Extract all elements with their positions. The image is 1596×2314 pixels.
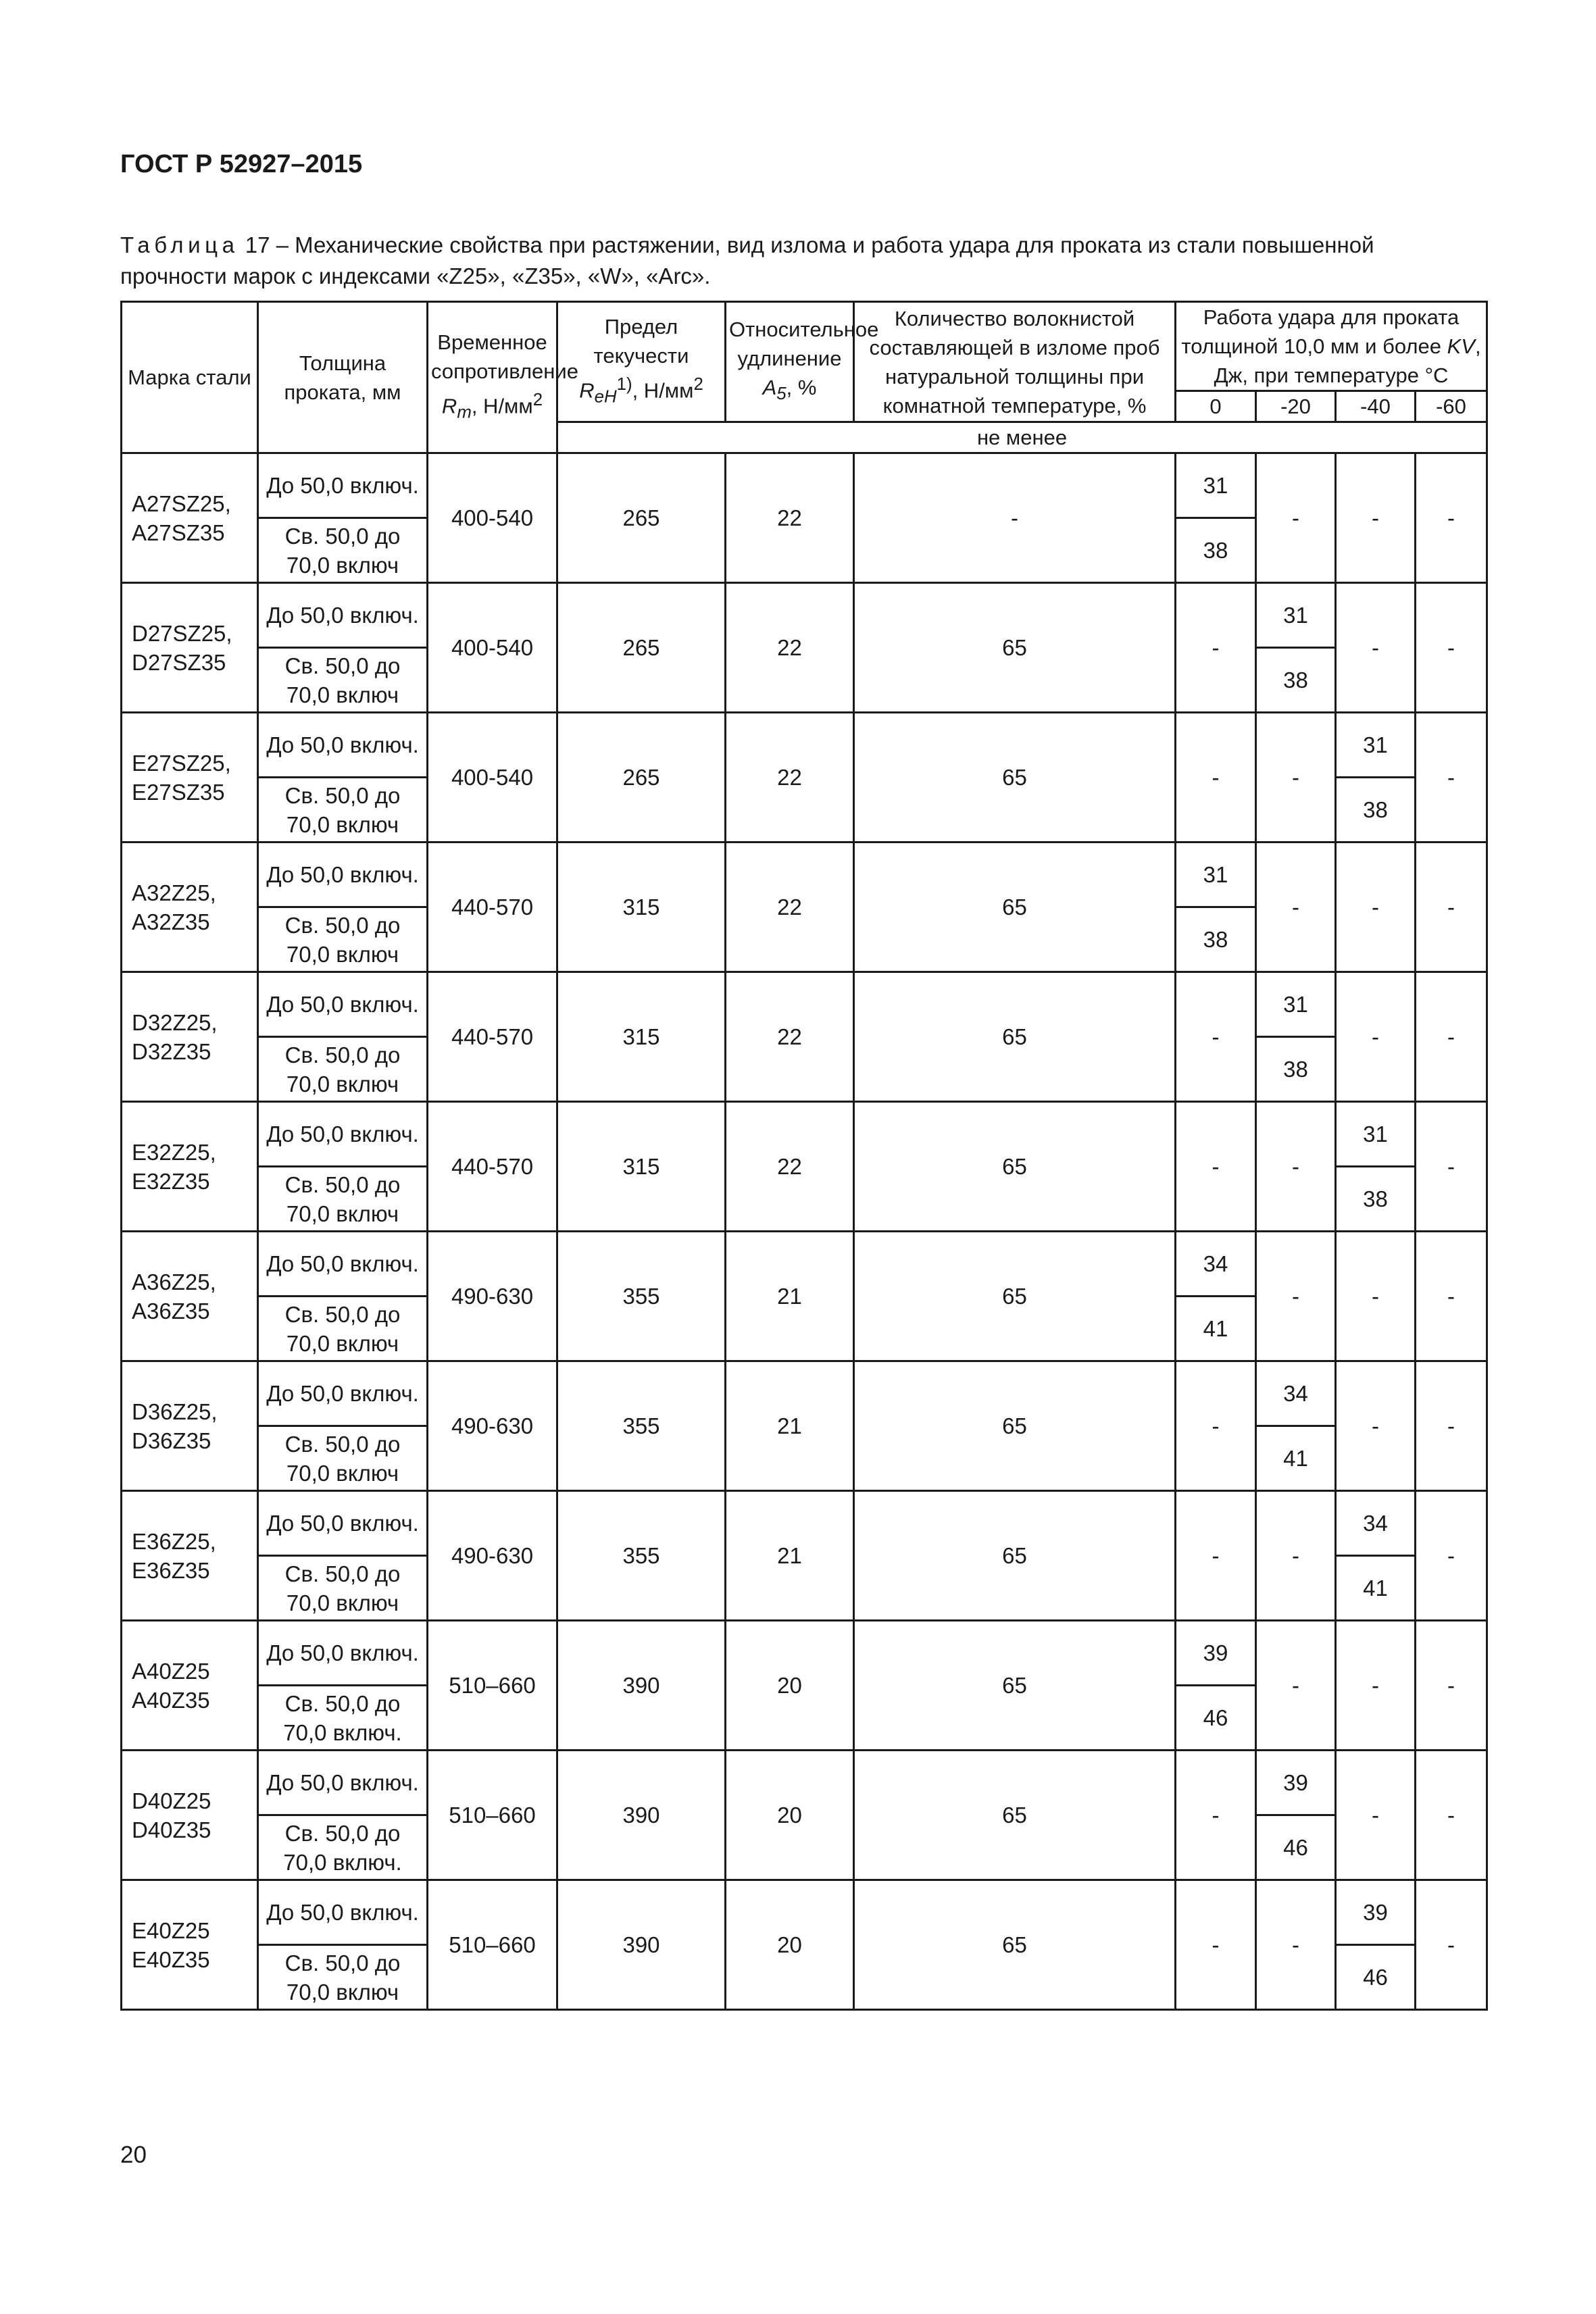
tensile-strength-cell: 400-540 <box>428 583 557 713</box>
yield-strength-cell: 390 <box>557 1880 726 2010</box>
impact-0-cell: 34 <box>1176 1232 1256 1297</box>
steel-grade-cell <box>122 1621 258 1751</box>
yield-strength-cell: 355 <box>557 1361 726 1491</box>
header-tensile-unit-power: 2 <box>532 390 543 409</box>
impact-minus40-cell: 34 <box>1336 1491 1416 1556</box>
fracture-cell: 65 <box>854 1621 1176 1751</box>
fracture-cell: 65 <box>854 1102 1176 1232</box>
thickness-cell: До 50,0 включ. <box>258 1751 428 1815</box>
header-tensile-text: Временное сопротивление <box>431 330 578 383</box>
header-temp-minus60: -60 <box>1416 391 1487 422</box>
impact-minus60-cell: - <box>1416 1102 1487 1232</box>
impact-0-cell: 31 <box>1176 842 1256 907</box>
steel-grade-line: E36Z25, <box>132 1528 216 1554</box>
impact-0-cell: - <box>1176 1361 1256 1491</box>
table-row <box>122 1491 1487 1556</box>
impact-minus40-cell: 31 <box>1336 1102 1416 1167</box>
impact-minus40-cell: 46 <box>1336 1945 1416 2010</box>
header-tensile-symbol: R <box>441 394 457 418</box>
tensile-strength-cell: 510–660 <box>428 1880 557 2010</box>
fracture-cell: 65 <box>854 1491 1176 1621</box>
thickness-cell: Св. 50,0 до 70,0 включ <box>258 1167 428 1232</box>
impact-minus20-cell: 38 <box>1256 648 1336 713</box>
yield-strength-cell: 390 <box>557 1751 726 1880</box>
table-caption-text: 17 – Механические свойства при растяжении, вид излома и работа удара для проката из стали повышенной прочности марок с индексами «Z25», «Z35», «W», «Arc». <box>120 232 1374 288</box>
impact-minus20-cell: - <box>1256 713 1336 842</box>
impact-minus40-cell: 39 <box>1336 1880 1416 1945</box>
impact-minus20-cell: - <box>1256 1102 1336 1232</box>
header-row <box>122 302 1487 391</box>
thickness-cell: Св. 50,0 до 70,0 включ <box>258 1556 428 1621</box>
thickness-cell: Св. 50,0 до 70,0 включ <box>258 778 428 842</box>
thickness-cell: До 50,0 включ. <box>258 453 428 518</box>
impact-0-cell: 46 <box>1176 1686 1256 1751</box>
steel-grade-line: E27SZ25, <box>132 750 231 776</box>
elongation-cell: 20 <box>726 1880 854 2010</box>
header-tensile-subscript: m <box>457 403 472 422</box>
elongation-cell: 20 <box>726 1751 854 1880</box>
header-grade: Марка стали <box>122 302 258 453</box>
thickness-cell: До 50,0 включ. <box>258 583 428 648</box>
header-temp-minus20: -20 <box>1256 391 1336 422</box>
impact-minus20-cell: 31 <box>1256 972 1336 1037</box>
header-elongation-subscript: 5 <box>776 384 787 404</box>
header-yield-footnote: 1) <box>616 374 632 394</box>
impact-minus40-cell: - <box>1336 972 1416 1102</box>
table-row <box>122 1621 1487 1686</box>
elongation-cell: 21 <box>726 1361 854 1491</box>
thickness-cell: До 50,0 включ. <box>258 1102 428 1167</box>
steel-grade-line: D40Z35 <box>132 1817 211 1842</box>
elongation-cell: 22 <box>726 713 854 842</box>
yield-strength-cell: 390 <box>557 1621 726 1751</box>
steel-grade-line: D36Z35 <box>132 1428 211 1453</box>
steel-grade-line: A40Z35 <box>132 1687 210 1713</box>
thickness-cell: Св. 50,0 до 70,0 включ <box>258 907 428 972</box>
fracture-cell: 65 <box>854 1232 1176 1361</box>
fracture-cell: 65 <box>854 1361 1176 1491</box>
header-tensile-strength <box>428 302 578 453</box>
header-temp-minus40: -40 <box>1336 391 1416 422</box>
fracture-cell: 65 <box>854 713 1176 842</box>
document-standard-number: ГОСТ Р 52927–2015 <box>120 150 363 178</box>
impact-minus20-cell: 31 <box>1256 583 1336 648</box>
header-temp-0: 0 <box>1176 391 1256 422</box>
thickness-cell: Св. 50,0 до 70,0 включ <box>258 648 428 713</box>
impact-minus40-cell: - <box>1336 1361 1416 1491</box>
elongation-cell: 22 <box>726 972 854 1102</box>
header-yield-text: Предел текучести <box>593 314 689 368</box>
steel-grade-cell <box>122 1361 258 1491</box>
table-row <box>122 1361 1487 1426</box>
steel-grade-line: D27SZ35 <box>132 649 226 675</box>
steel-grade-line: D27SZ25, <box>132 620 232 646</box>
impact-0-cell: - <box>1176 583 1256 713</box>
steel-grade-cell <box>122 972 258 1102</box>
elongation-cell: 21 <box>726 1491 854 1621</box>
fracture-cell: 65 <box>854 1880 1176 2010</box>
impact-minus20-cell: - <box>1256 1491 1336 1621</box>
impact-minus20-cell: 39 <box>1256 1751 1336 1815</box>
table-row <box>122 1102 1487 1167</box>
impact-minus60-cell: - <box>1416 583 1487 713</box>
impact-minus60-cell: - <box>1416 1621 1487 1751</box>
yield-strength-cell: 355 <box>557 1232 726 1361</box>
fracture-cell: 65 <box>854 583 1176 713</box>
thickness-cell: Св. 50,0 до 70,0 включ <box>258 1297 428 1361</box>
yield-strength-cell: 315 <box>557 842 726 972</box>
impact-minus20-cell: - <box>1256 1880 1336 2010</box>
table-row <box>122 1232 1487 1297</box>
impact-minus20-cell: - <box>1256 1232 1336 1361</box>
impact-minus60-cell: - <box>1416 1880 1487 2010</box>
thickness-cell: До 50,0 включ. <box>258 1361 428 1426</box>
header-fracture: Количество волокнистой составляющей в изломе проб натуральной толщины при комнатной температуре, % <box>854 302 1176 422</box>
steel-grade-line: A32Z35 <box>132 909 210 934</box>
thickness-cell: До 50,0 включ. <box>258 713 428 778</box>
impact-0-cell: - <box>1176 1102 1256 1232</box>
steel-grade-line: A32Z25, <box>132 880 216 905</box>
thickness-cell: Св. 50,0 до 70,0 включ <box>258 1037 428 1102</box>
thickness-cell: До 50,0 включ. <box>258 1491 428 1556</box>
header-tensile-unit: , Н/мм <box>471 394 533 418</box>
header-impact-energy <box>1176 302 1487 391</box>
impact-minus20-cell: - <box>1256 453 1336 583</box>
impact-minus60-cell: - <box>1416 1751 1487 1880</box>
thickness-cell: Св. 50,0 до 70,0 включ. <box>258 1815 428 1880</box>
page-number: 20 <box>120 2142 147 2168</box>
tensile-strength-cell: 440-570 <box>428 1102 557 1232</box>
table-row <box>122 583 1487 648</box>
header-impact-text: Работа удара для проката толщиной 10,0 мм и более <box>1181 305 1460 358</box>
table-row <box>122 1880 1487 1945</box>
tensile-strength-cell: 490-630 <box>428 1361 557 1491</box>
impact-minus20-cell: - <box>1256 842 1336 972</box>
impact-minus60-cell: - <box>1416 1491 1487 1621</box>
impact-0-cell: - <box>1176 1751 1256 1880</box>
impact-minus20-cell: 38 <box>1256 1037 1336 1102</box>
steel-grade-cell <box>122 1102 258 1232</box>
yield-strength-cell: 265 <box>557 453 726 583</box>
tensile-strength-cell: 490-630 <box>428 1232 557 1361</box>
impact-minus60-cell: - <box>1416 1361 1487 1491</box>
fracture-cell: 65 <box>854 972 1176 1102</box>
table-row <box>122 842 1487 907</box>
header-impact-symbol: KV <box>1447 334 1475 358</box>
impact-minus20-cell: 34 <box>1256 1361 1336 1426</box>
steel-grade-cell <box>122 1491 258 1621</box>
steel-grade-line: D32Z35 <box>132 1038 211 1064</box>
steel-grade-cell <box>122 583 258 713</box>
header-yield-subscript: eH <box>594 387 617 407</box>
elongation-cell: 21 <box>726 1232 854 1361</box>
impact-0-cell: 39 <box>1176 1621 1256 1686</box>
tensile-strength-cell: 400-540 <box>428 453 557 583</box>
impact-minus60-cell: - <box>1416 972 1487 1102</box>
impact-0-cell: - <box>1176 972 1256 1102</box>
table-row <box>122 972 1487 1037</box>
impact-minus20-cell: 41 <box>1256 1426 1336 1491</box>
impact-minus60-cell: - <box>1416 453 1487 583</box>
thickness-cell: Св. 50,0 до 70,0 включ <box>258 1426 428 1491</box>
header-elongation-text: Относительное удлинение <box>729 317 879 370</box>
tensile-strength-cell: 440-570 <box>428 972 557 1102</box>
yield-strength-cell: 265 <box>557 583 726 713</box>
tensile-strength-cell: 510–660 <box>428 1621 557 1751</box>
thickness-cell: До 50,0 включ. <box>258 1880 428 1945</box>
elongation-cell: 20 <box>726 1621 854 1751</box>
impact-minus60-cell: - <box>1416 1232 1487 1361</box>
elongation-cell: 22 <box>726 1102 854 1232</box>
steel-grade-cell <box>122 1751 258 1880</box>
impact-0-cell: 38 <box>1176 518 1256 583</box>
impact-minus40-cell: 41 <box>1336 1556 1416 1621</box>
table-body <box>122 302 1487 2010</box>
impact-0-cell: 41 <box>1176 1297 1256 1361</box>
yield-strength-cell: 355 <box>557 1491 726 1621</box>
impact-minus40-cell: - <box>1336 1232 1416 1361</box>
steel-grade-line: A40Z25 <box>132 1658 210 1684</box>
thickness-cell: Св. 50,0 до 70,0 включ <box>258 1945 428 2010</box>
header-yield-unit-power: 2 <box>693 374 703 394</box>
steel-grade-cell <box>122 842 258 972</box>
header-elongation <box>726 302 879 422</box>
header-yield-symbol: R <box>579 378 595 403</box>
steel-grade-line: E32Z35 <box>132 1168 210 1194</box>
thickness-cell: До 50,0 включ. <box>258 1621 428 1686</box>
thickness-cell: До 50,0 включ. <box>258 1232 428 1297</box>
table-row <box>122 1751 1487 1815</box>
steel-grade-line: D36Z25, <box>132 1399 218 1424</box>
impact-minus60-cell: - <box>1416 713 1487 842</box>
impact-minus40-cell: 38 <box>1336 778 1416 842</box>
tensile-strength-cell: 440-570 <box>428 842 557 972</box>
steel-grade-line: E27SZ35 <box>132 779 225 805</box>
steel-grade-cell <box>122 453 258 583</box>
table-row <box>122 713 1487 778</box>
elongation-cell: 22 <box>726 842 854 972</box>
yield-strength-cell: 315 <box>557 972 726 1102</box>
steel-grade-line: A27SZ25, <box>132 491 231 516</box>
fracture-cell: - <box>854 453 1176 583</box>
thickness-cell: До 50,0 включ. <box>258 972 428 1037</box>
table-caption-label: Таблица <box>120 232 239 257</box>
impact-minus40-cell: 31 <box>1336 713 1416 778</box>
steel-grade-line: E40Z25 <box>132 1917 210 1943</box>
thickness-cell: Св. 50,0 до 70,0 включ. <box>258 1686 428 1751</box>
yield-strength-cell: 265 <box>557 713 726 842</box>
impact-minus40-cell: - <box>1336 1751 1416 1880</box>
steel-grade-line: D40Z25 <box>132 1788 211 1813</box>
header-thickness: Толщина проката, мм <box>258 302 428 453</box>
header-yield-strength <box>557 302 726 422</box>
table-row <box>122 453 1487 518</box>
thickness-cell: До 50,0 включ. <box>258 842 428 907</box>
fracture-cell: 65 <box>854 1751 1176 1880</box>
header-yield-unit: , Н/мм <box>632 378 694 403</box>
impact-0-cell: - <box>1176 1491 1256 1621</box>
steel-grade-line: E36Z35 <box>132 1557 210 1583</box>
yield-strength-cell: 315 <box>557 1102 726 1232</box>
impact-0-cell: - <box>1176 1880 1256 2010</box>
tensile-strength-cell: 510–660 <box>428 1751 557 1880</box>
header-elongation-unit: , % <box>786 375 817 399</box>
tensile-strength-cell: 400-540 <box>428 713 557 842</box>
header-elongation-symbol: A <box>762 375 777 399</box>
fracture-cell: 65 <box>854 842 1176 972</box>
impact-0-cell: 31 <box>1176 453 1256 518</box>
elongation-cell: 22 <box>726 583 854 713</box>
impact-0-cell: 38 <box>1176 907 1256 972</box>
impact-minus20-cell: 46 <box>1256 1815 1336 1880</box>
elongation-cell: 22 <box>726 453 854 583</box>
impact-minus20-cell: - <box>1256 1621 1336 1751</box>
steel-grade-line: A27SZ35 <box>132 520 225 545</box>
thickness-cell: Св. 50,0 до 70,0 включ <box>258 518 428 583</box>
impact-0-cell: - <box>1176 713 1256 842</box>
impact-minus40-cell: - <box>1336 453 1416 583</box>
impact-minus40-cell: 38 <box>1336 1167 1416 1232</box>
tensile-strength-cell: 490-630 <box>428 1491 557 1621</box>
steel-grade-line: A36Z25, <box>132 1269 216 1294</box>
steel-grade-cell <box>122 1880 258 2010</box>
mechanical-properties-table <box>120 301 1488 2011</box>
impact-minus40-cell: - <box>1336 842 1416 972</box>
impact-minus40-cell: - <box>1336 1621 1416 1751</box>
steel-grade-cell <box>122 1232 258 1361</box>
header-impact-unit: , Дж, при температуре °С <box>1214 334 1481 387</box>
steel-grade-line: A36Z35 <box>132 1298 210 1324</box>
table-caption <box>120 230 1485 292</box>
steel-grade-cell <box>122 713 258 842</box>
steel-grade-line: E32Z25, <box>132 1139 216 1165</box>
impact-minus40-cell: - <box>1336 583 1416 713</box>
header-not-less: не менее <box>557 422 1487 453</box>
steel-grade-line: D32Z25, <box>132 1009 218 1035</box>
steel-grade-line: E40Z35 <box>132 1946 210 1972</box>
impact-minus60-cell: - <box>1416 842 1487 972</box>
